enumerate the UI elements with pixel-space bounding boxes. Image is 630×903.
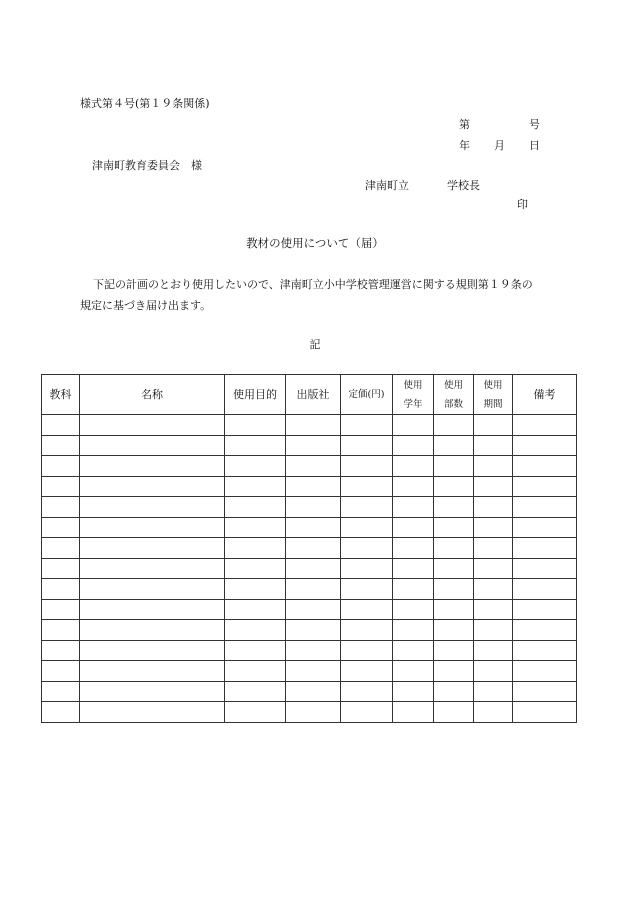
sender-school-prefix: 津南町立 — [365, 179, 409, 192]
cell-name[interactable] — [80, 579, 225, 600]
cell-subject[interactable] — [42, 620, 80, 641]
cell-subject[interactable] — [42, 456, 80, 477]
cell-period[interactable] — [474, 435, 513, 456]
cell-remarks[interactable] — [513, 476, 577, 497]
cell-publisher[interactable] — [286, 579, 341, 600]
cell-remarks[interactable] — [513, 620, 577, 641]
cell-name[interactable] — [80, 476, 225, 497]
cell-purpose[interactable] — [225, 640, 286, 661]
cell-grade[interactable] — [393, 415, 434, 436]
cell-purpose[interactable] — [225, 517, 286, 538]
cell-period[interactable] — [474, 681, 513, 702]
document-number-suffix: 号 — [529, 118, 540, 131]
cell-remarks[interactable] — [513, 579, 577, 600]
column-header-name: 名称 — [80, 375, 225, 415]
cell-subject[interactable] — [42, 435, 80, 456]
cell-remarks[interactable] — [513, 599, 577, 620]
table-row — [42, 415, 577, 436]
cell-purpose[interactable] — [225, 456, 286, 477]
cell-period[interactable] — [474, 579, 513, 600]
cell-copies[interactable] — [434, 599, 474, 620]
table-row — [42, 579, 577, 600]
cell-subject[interactable] — [42, 476, 80, 497]
cell-grade[interactable] — [393, 702, 434, 723]
table-row — [42, 599, 577, 620]
cell-name[interactable] — [80, 620, 225, 641]
cell-grade[interactable] — [393, 558, 434, 579]
date-month-label: 月 — [494, 139, 505, 152]
cell-grade[interactable] — [393, 517, 434, 538]
cell-publisher[interactable] — [286, 476, 341, 497]
cell-price[interactable] — [341, 640, 393, 661]
cell-name[interactable] — [80, 558, 225, 579]
cell-grade[interactable] — [393, 681, 434, 702]
cell-purpose[interactable] — [225, 661, 286, 682]
cell-price[interactable] — [341, 456, 393, 477]
table-row — [42, 640, 577, 661]
cell-name[interactable] — [80, 497, 225, 518]
cell-period[interactable] — [474, 476, 513, 497]
cell-period[interactable] — [474, 415, 513, 436]
cell-price[interactable] — [341, 702, 393, 723]
cell-publisher[interactable] — [286, 599, 341, 620]
cell-publisher[interactable] — [286, 497, 341, 518]
column-header-copies-line-1: 使用 — [443, 379, 463, 391]
materials-table — [41, 374, 577, 723]
cell-subject[interactable] — [42, 497, 80, 518]
cell-copies[interactable] — [434, 558, 474, 579]
cell-price[interactable] — [341, 435, 393, 456]
cell-remarks[interactable] — [513, 415, 577, 436]
cell-copies[interactable] — [434, 415, 474, 436]
sender-title: 学校長 — [447, 179, 480, 192]
cell-price[interactable] — [341, 661, 393, 682]
cell-grade[interactable] — [393, 476, 434, 497]
cell-subject[interactable] — [42, 538, 80, 559]
cell-copies[interactable] — [434, 476, 474, 497]
cell-publisher[interactable] — [286, 435, 341, 456]
cell-price[interactable] — [341, 497, 393, 518]
column-header-subject: 教科 — [42, 375, 80, 415]
body-text-line-2: 規定に基づき届け出ます。 — [80, 299, 212, 312]
cell-purpose[interactable] — [225, 681, 286, 702]
cell-remarks[interactable] — [513, 497, 577, 518]
table-row — [42, 681, 577, 702]
cell-purpose[interactable] — [225, 620, 286, 641]
form-number-label: 様式第４号(第１９条関係) — [80, 97, 210, 110]
cell-name[interactable] — [80, 415, 225, 436]
table-row — [42, 661, 577, 682]
cell-purpose[interactable] — [225, 415, 286, 436]
table-row — [42, 435, 577, 456]
cell-copies[interactable] — [434, 661, 474, 682]
cell-grade[interactable] — [393, 661, 434, 682]
cell-remarks[interactable] — [513, 456, 577, 477]
cell-remarks[interactable] — [513, 538, 577, 559]
cell-price[interactable] — [341, 538, 393, 559]
cell-period[interactable] — [474, 538, 513, 559]
cell-subject[interactable] — [42, 681, 80, 702]
cell-publisher[interactable] — [286, 620, 341, 641]
cell-remarks[interactable] — [513, 558, 577, 579]
cell-copies[interactable] — [434, 435, 474, 456]
cell-publisher[interactable] — [286, 702, 341, 723]
cell-publisher[interactable] — [286, 661, 341, 682]
table-row — [42, 558, 577, 579]
cell-subject[interactable] — [42, 579, 80, 600]
cell-purpose[interactable] — [225, 538, 286, 559]
cell-price[interactable] — [341, 415, 393, 436]
table-row — [42, 517, 577, 538]
cell-subject[interactable] — [42, 517, 80, 538]
cell-period[interactable] — [474, 702, 513, 723]
cell-purpose[interactable] — [225, 497, 286, 518]
column-header-remarks: 備考 — [513, 375, 577, 415]
table-header-row — [42, 375, 577, 415]
cell-name[interactable] — [80, 702, 225, 723]
cell-name[interactable] — [80, 681, 225, 702]
cell-purpose[interactable] — [225, 558, 286, 579]
cell-publisher[interactable] — [286, 517, 341, 538]
cell-price[interactable] — [341, 517, 393, 538]
cell-subject[interactable] — [42, 640, 80, 661]
cell-name[interactable] — [80, 435, 225, 456]
column-header-copies-line-2: 部数 — [443, 398, 463, 410]
cell-price[interactable] — [341, 476, 393, 497]
date-year-label: 年 — [459, 139, 470, 152]
cell-period[interactable] — [474, 456, 513, 477]
document-title: 教材の使用について（届） — [246, 236, 384, 250]
cell-price[interactable] — [341, 681, 393, 702]
cell-publisher[interactable] — [286, 681, 341, 702]
column-header-grade — [393, 375, 434, 415]
column-header-grade-line-1: 使用 — [403, 379, 423, 391]
cell-name[interactable] — [80, 517, 225, 538]
cell-publisher[interactable] — [286, 456, 341, 477]
cell-copies[interactable] — [434, 538, 474, 559]
cell-price[interactable] — [341, 558, 393, 579]
cell-name[interactable] — [80, 456, 225, 477]
cell-name[interactable] — [80, 538, 225, 559]
cell-name[interactable] — [80, 661, 225, 682]
cell-period[interactable] — [474, 661, 513, 682]
cell-purpose[interactable] — [225, 476, 286, 497]
column-header-copies — [434, 375, 474, 415]
cell-publisher[interactable] — [286, 558, 341, 579]
column-header-grade-line-2: 学年 — [403, 398, 423, 410]
cell-publisher[interactable] — [286, 538, 341, 559]
column-header-period — [474, 375, 513, 415]
cell-copies[interactable] — [434, 579, 474, 600]
cell-period[interactable] — [474, 640, 513, 661]
cell-publisher[interactable] — [286, 640, 341, 661]
cell-copies[interactable] — [434, 456, 474, 477]
seal-mark: 印 — [517, 198, 528, 211]
cell-period[interactable] — [474, 620, 513, 641]
cell-subject[interactable] — [42, 415, 80, 436]
cell-remarks[interactable] — [513, 681, 577, 702]
cell-purpose[interactable] — [225, 435, 286, 456]
cell-subject[interactable] — [42, 599, 80, 620]
column-header-period-line-1: 使用 — [483, 379, 503, 391]
cell-period[interactable] — [474, 599, 513, 620]
table-body — [42, 415, 577, 723]
column-header-price: 定価(円) — [341, 375, 393, 415]
cell-price[interactable] — [341, 599, 393, 620]
document-number-prefix: 第 — [459, 118, 470, 131]
cell-subject[interactable] — [42, 558, 80, 579]
cell-grade[interactable] — [393, 456, 434, 477]
cell-remarks[interactable] — [513, 702, 577, 723]
cell-remarks[interactable] — [513, 517, 577, 538]
cell-grade[interactable] — [393, 599, 434, 620]
cell-copies[interactable] — [434, 517, 474, 538]
cell-name[interactable] — [80, 599, 225, 620]
cell-period[interactable] — [474, 517, 513, 538]
cell-purpose[interactable] — [225, 702, 286, 723]
cell-purpose[interactable] — [225, 579, 286, 600]
table-row — [42, 702, 577, 723]
cell-subject[interactable] — [42, 702, 80, 723]
cell-copies[interactable] — [434, 497, 474, 518]
table-row — [42, 456, 577, 477]
cell-period[interactable] — [474, 497, 513, 518]
cell-grade[interactable] — [393, 497, 434, 518]
cell-copies[interactable] — [434, 640, 474, 661]
cell-price[interactable] — [341, 620, 393, 641]
cell-publisher[interactable] — [286, 415, 341, 436]
column-header-publisher: 出版社 — [286, 375, 341, 415]
cell-subject[interactable] — [42, 661, 80, 682]
table-row — [42, 538, 577, 559]
cell-price[interactable] — [341, 579, 393, 600]
cell-grade[interactable] — [393, 435, 434, 456]
cell-grade[interactable] — [393, 640, 434, 661]
cell-purpose[interactable] — [225, 599, 286, 620]
table-row — [42, 476, 577, 497]
date-day-label: 日 — [529, 139, 540, 152]
ki-heading: 記 — [309, 338, 321, 351]
column-header-purpose: 使用目的 — [225, 375, 286, 415]
cell-grade[interactable] — [393, 620, 434, 641]
cell-remarks[interactable] — [513, 661, 577, 682]
cell-grade[interactable] — [393, 579, 434, 600]
table-row — [42, 620, 577, 641]
addressee: 津南町教育委員会 様 — [92, 159, 202, 172]
table-row — [42, 497, 577, 518]
column-header-period-line-2: 期間 — [483, 398, 503, 410]
body-text-line-1: 下記の計画のとおり使用したいので、津南町立小中学校管理運営に関する規則第１９条の — [93, 278, 533, 291]
cell-name[interactable] — [80, 640, 225, 661]
cell-remarks[interactable] — [513, 435, 577, 456]
cell-period[interactable] — [474, 558, 513, 579]
cell-copies[interactable] — [434, 620, 474, 641]
cell-remarks[interactable] — [513, 640, 577, 661]
cell-copies[interactable] — [434, 681, 474, 702]
cell-copies[interactable] — [434, 702, 474, 723]
cell-grade[interactable] — [393, 538, 434, 559]
